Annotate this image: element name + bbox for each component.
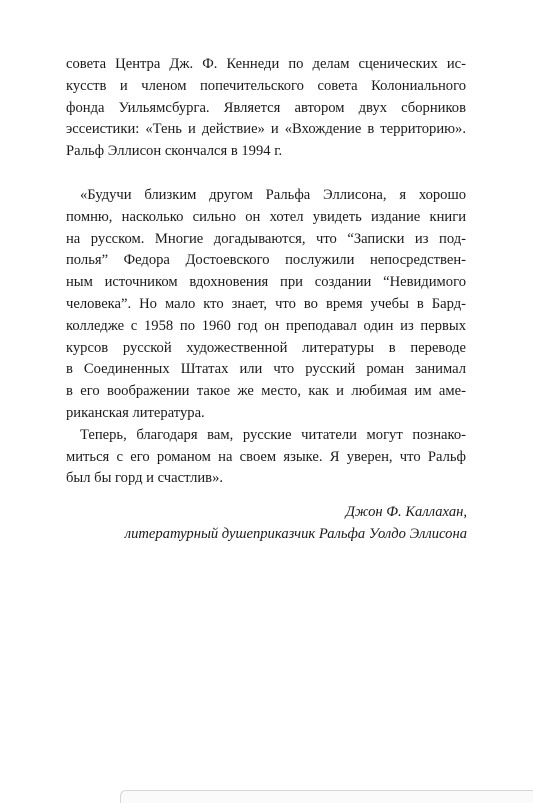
text-line: Теперь, благодаря вам, русские читатели могут познако- [80, 426, 466, 443]
text-line: помню, насколько сильно он хотел увидеть издание книги [66, 208, 466, 225]
text-line: был бы горд и счастлив». [66, 470, 224, 487]
text-line: кусств и членом попечительского совета Колониального [66, 77, 466, 94]
text-line: эссеистики: «Тень и действие» и «Вхождение в территорию». [66, 121, 466, 138]
text-line: в Соединенных Штатах или что русский роман занимал [66, 361, 466, 378]
paragraph-author-bio [66, 54, 466, 163]
text-line: курсов русской художественной литературы в переводе [66, 339, 466, 356]
signature-block [125, 501, 467, 545]
signature-role: литературный душеприказчик Ральфа Уолдо Эллисона [124, 526, 467, 542]
text-line: на русском. Многие догадываются, что “Записки из под- [66, 230, 466, 247]
text-line: человека”. Но мало кто знает, что во время учебы в Бард- [66, 295, 466, 312]
quote-block [66, 185, 466, 490]
text-line: колледже с 1958 по 1960 год он преподавал один из первых [66, 317, 466, 334]
text-line: в его воображении такое же место, как и любимая им аме- [66, 383, 466, 400]
text-line: миться с его романом на своем языке. Я уверен, что Ральф [66, 448, 466, 465]
text-line: Ральф Эллисон скончался в 1994 г. [66, 143, 283, 160]
text-line: ным источником вдохновения при создании “Невидимого [66, 274, 466, 291]
signature-name: Джон Ф. Каллахан, [345, 504, 467, 520]
text-line: «Будучи близким другом Ральфа Эллисона, я хорошо [80, 187, 466, 203]
viewer-bottom-panel [120, 790, 533, 803]
text-line: полья” Федора Достоевского послужили непосредствен- [66, 252, 466, 269]
text-line: совета Центра Дж. Ф. Кеннеди по делам сценических ис- [66, 56, 466, 72]
text-line: фонда Уильямсбурга. Является автором двух сборников [66, 99, 466, 116]
text-line: риканская литература. [66, 404, 205, 421]
